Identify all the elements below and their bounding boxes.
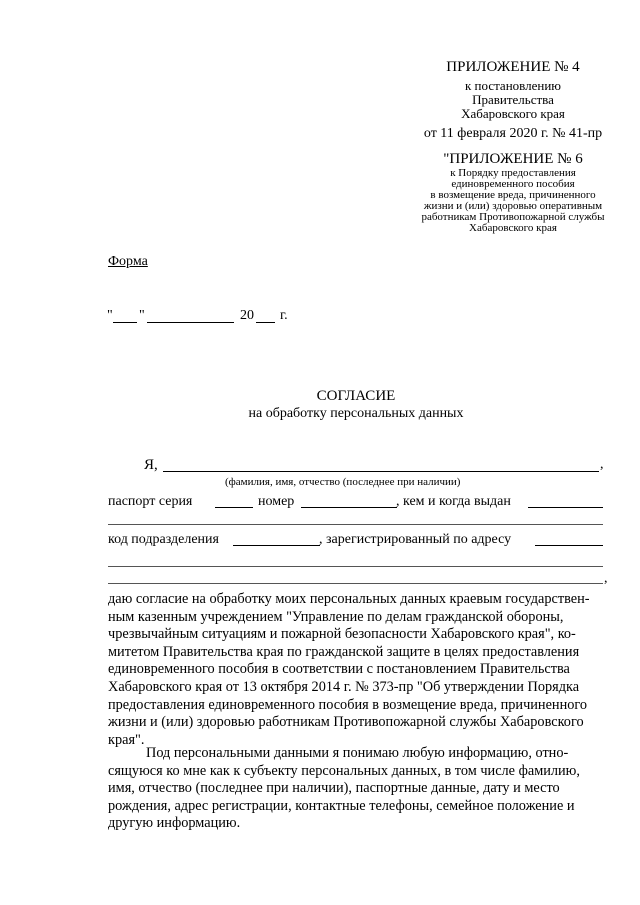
quote-close: "	[139, 308, 145, 323]
appendix-header	[398, 58, 628, 142]
appendix-title: ПРИЛОЖЕНИЕ № 4	[446, 59, 580, 75]
sub-line: Хабаровского края	[469, 222, 557, 234]
year-prefix: 20	[240, 308, 254, 323]
passport-series-field[interactable]	[215, 507, 253, 508]
division-code-field[interactable]	[233, 545, 320, 546]
consent-paragraph	[108, 591, 606, 749]
personal-data-line: рождения, адрес регистрации, контактные телефоны, семейное положение и	[108, 797, 575, 814]
consent-line: даю согласие на обработку моих персональных данных краевым государствен-	[108, 591, 590, 607]
consent-line: единовременного пособия в соответствии с постановлением Правительства	[108, 661, 570, 678]
fullname-field[interactable]	[163, 471, 599, 472]
passport-continuation-field[interactable]	[108, 524, 603, 525]
address-line-2[interactable]	[108, 583, 603, 584]
consent-line: ным казенным учреждением "Управление по делам гражданской обороны,	[108, 608, 564, 625]
personal-data-paragraph	[108, 745, 606, 833]
month-blank[interactable]	[147, 322, 234, 323]
address-end-comma: ,	[604, 571, 608, 586]
registered-address-field[interactable]	[535, 545, 603, 546]
sub-line: работникам Противопожарной службы	[421, 211, 605, 223]
i-comma: ,	[600, 457, 604, 472]
fullname-hint: (фамилия, имя, отчество (последнее при наличии)	[225, 476, 461, 488]
division-code-label: код подразделения	[108, 532, 219, 547]
i-label: Я,	[144, 457, 158, 473]
personal-data-line: Под персональными данными я понимаю любую информацию, отно-	[146, 745, 569, 761]
region-line: Хабаровского края	[461, 106, 565, 121]
sub-line: единовременного пособия	[451, 178, 575, 190]
issued-by-label: , кем и когда выдан	[396, 494, 511, 509]
consent-line: Хабаровского края от 13 октября 2014 г. № 373-пр "Об утверждении Порядка	[108, 678, 580, 695]
registered-address-label: , зарегистрированный по адресу	[319, 532, 512, 547]
personal-data-line: сящуюся ко мне как к субъекту персональных данных, в том числе фамилию,	[108, 762, 580, 779]
resolution-date: от 11 февраля 2020 г. № 41-пр	[423, 126, 603, 141]
consent-line: чрезвычайным ситуациям и пожарной безопасности Хабаровского края", ко-	[108, 626, 576, 643]
year-suffix: г.	[280, 308, 288, 323]
sub-appendix-header	[398, 150, 628, 234]
personal-data-line: другую информацию.	[108, 815, 241, 832]
passport-number-label: номер	[258, 494, 295, 509]
sub-line: жизни и (или) здоровью оперативным	[423, 200, 603, 212]
government-line: Правительства	[472, 92, 554, 107]
issued-by-field[interactable]	[528, 507, 603, 508]
year-blank[interactable]	[256, 322, 275, 323]
form-label: Форма	[108, 254, 148, 269]
document-title: СОГЛАСИЕ	[316, 388, 396, 404]
quote-open: "	[107, 308, 113, 323]
consent-line: края".	[108, 731, 145, 748]
passport-series-label: паспорт серия	[108, 494, 193, 509]
consent-line: жизни и (или) здоровью работникам Противопожарной службы Хабаровского	[108, 714, 584, 731]
resolution-line: к постановлению	[464, 78, 562, 93]
sub-appendix-title: "ПРИЛОЖЕНИЕ № 6	[443, 151, 583, 167]
consent-line: предоставления единовременного пособия в возмещение вреда, причиненного	[108, 696, 588, 713]
address-line-1[interactable]	[108, 566, 603, 567]
passport-number-field[interactable]	[301, 507, 397, 508]
sub-line: в возмещение вреда, причиненного	[430, 189, 596, 201]
personal-data-line: имя, отчество (последнее при наличии), паспортные данные, дату и место	[108, 780, 560, 797]
day-blank[interactable]	[113, 322, 137, 323]
document-subtitle: на обработку персональных данных	[248, 406, 464, 421]
sub-line: к Порядку предоставления	[450, 167, 576, 179]
consent-line: митетом Правительства края по гражданской защите в целях предоставления	[108, 643, 580, 660]
